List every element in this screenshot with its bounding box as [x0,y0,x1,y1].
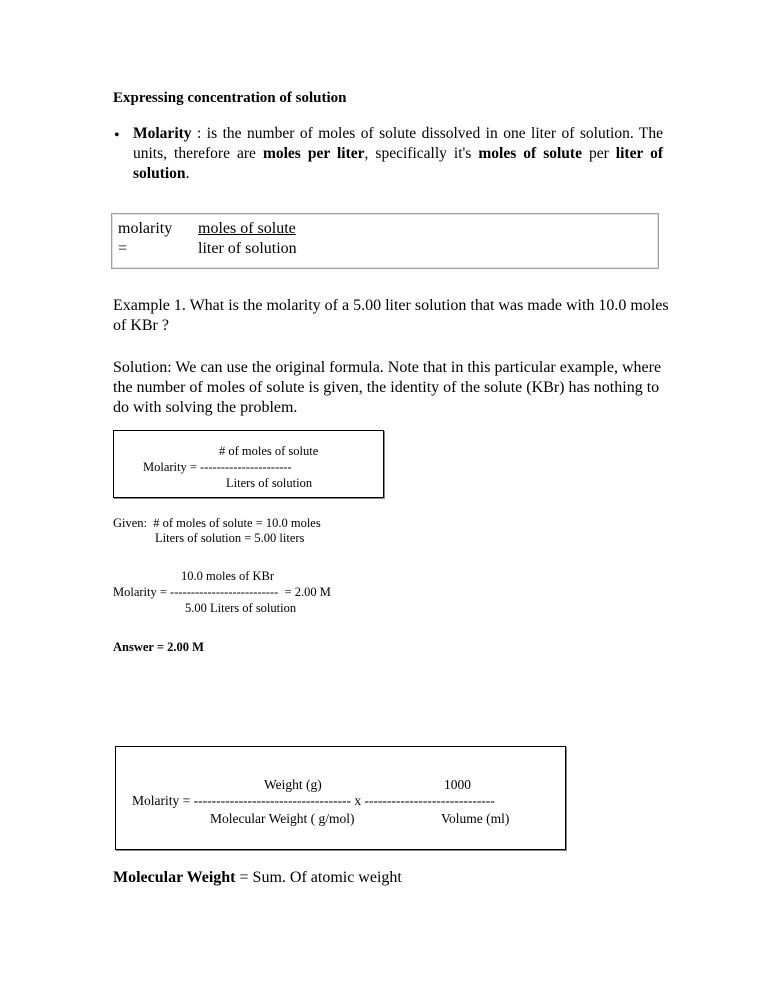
example-1-question: Example 1. What is the molarity of a 5.00 liter solution that was made with 10.0 moles of KBr ? [113,297,669,334]
molecular-weight-term: Molecular Weight [113,869,236,886]
definition-text-1: : is the number of moles of solute dissolved in one liter of solution. The units, therefore are [133,125,663,162]
calc-denominator: 5.00 Liters of solution [185,601,297,615]
section-heading: Expressing concentration of solution [113,90,347,106]
formula-left-line-2: = [118,240,128,257]
formula-box [113,430,384,498]
formula-box-numerator: # of moles of solute [219,444,319,458]
weight-numerator: Weight (g) [264,777,322,792]
formula-left-cell [118,219,172,259]
definition-text-2: , specifically it's [364,145,479,162]
formula-right-cell [198,219,297,259]
formula-box-fraction-line: Molarity = ---------------------- [143,460,292,474]
definition-bold-2: moles of solute [478,145,582,162]
volume-denominator: Volume (ml) [441,811,510,826]
weight-fraction-line: Molarity = ----------------------------------- x ----------------------------- [132,793,495,808]
bullet-icon: • [114,127,120,144]
given-line-2: Liters of solution = 5.00 liters [155,531,305,545]
answer-line: Answer = 2.00 M [113,640,204,654]
formula-denominator: liter of solution [198,240,297,257]
solution-paragraph: Solution: We can use the original formula. Note that in this particular example, where the number of moles of solute is given, the identity of the solute (KBr) has nothing to do with solving the problem. [113,359,662,416]
definition-bold-1: moles per liter [262,145,365,162]
definition-text-3: per [581,145,616,162]
volume-numerator: 1000 [444,777,471,792]
molecular-weight-line [113,868,402,888]
formula-box-denominator: Liters of solution [226,476,313,490]
definition-text-4: . [185,165,190,182]
formula-left-line-1: molarity [118,220,173,237]
formula-numerator: moles of solute [198,220,296,237]
molarity-formula-table [111,213,659,269]
definition-bold-3: liter of solution [133,145,663,182]
weight-denominator: Molecular Weight ( g/mol) [210,811,355,826]
molecular-weight-text: = Sum. Of atomic weight [235,869,402,886]
weight-formula-box [115,746,566,850]
molarity-definition [133,124,663,184]
molarity-term: Molarity [133,125,192,142]
calc-numerator: 10.0 moles of KBr [181,569,275,583]
given-line-1: Given: # of moles of solute = 10.0 moles [113,516,321,530]
calc-fraction-line: Molarity = -------------------------- = 2.00 M [113,585,331,599]
